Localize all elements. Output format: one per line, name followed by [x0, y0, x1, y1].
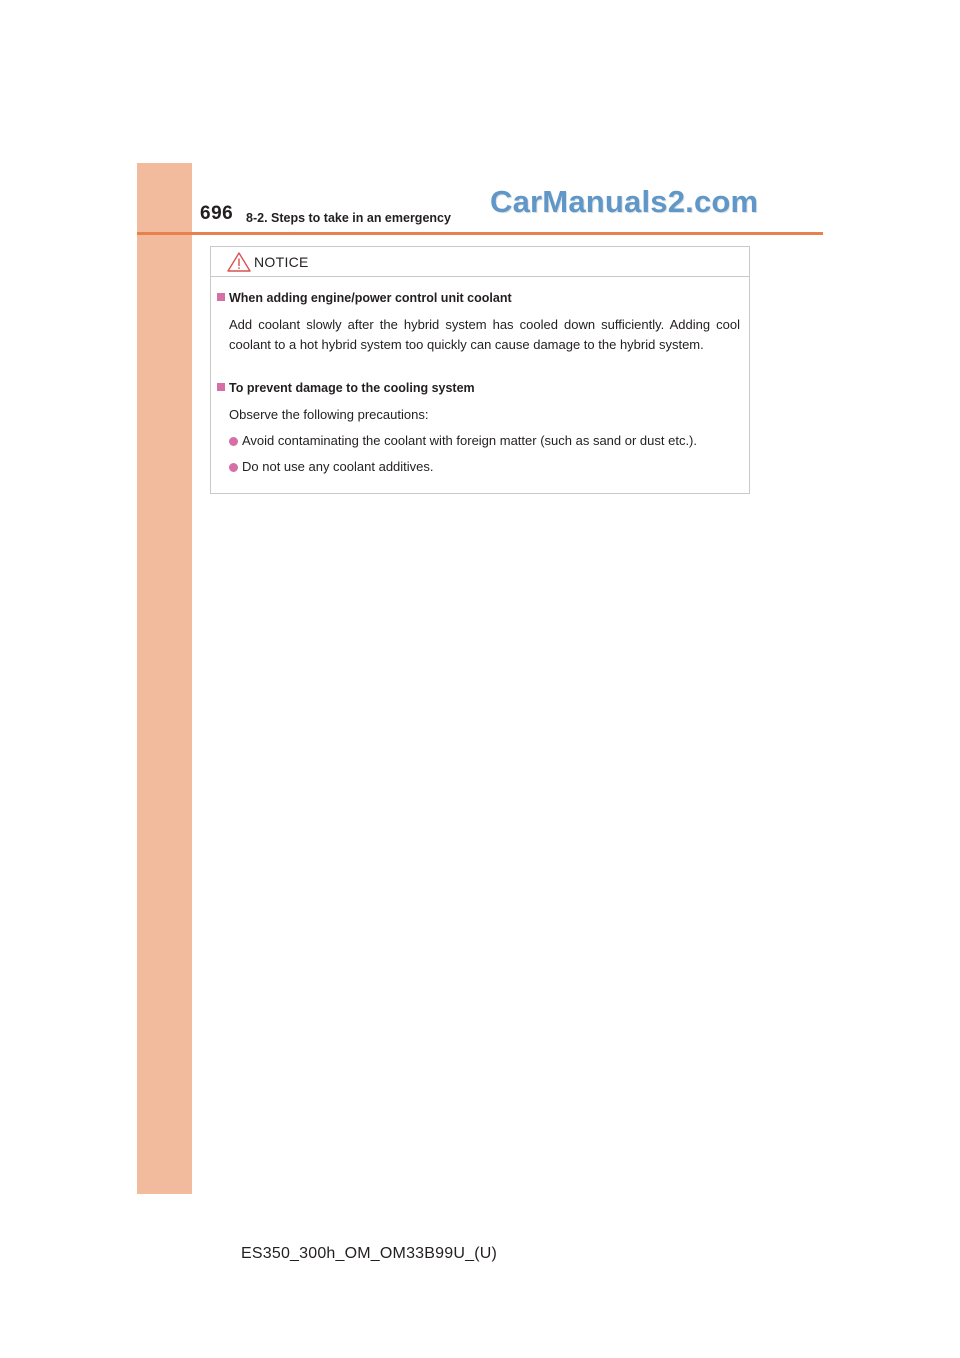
section-title: 8-2. Steps to take in an emergency: [246, 211, 451, 225]
item-body-cooling-system: Observe the following precautions:: [229, 407, 429, 422]
item-heading-cooling-system: [217, 381, 475, 395]
warning-triangle-icon: [227, 252, 251, 272]
square-marker-icon: [217, 293, 225, 301]
footer-document-code: ES350_300h_OM_OM33B99U_(U): [241, 1245, 498, 1262]
square-marker-icon: [217, 383, 225, 391]
bullet-item: [229, 459, 434, 474]
item-heading-text: When adding engine/power control unit coolant: [229, 291, 512, 305]
bullet-dot-icon: [229, 437, 238, 446]
bullet-item: [229, 433, 697, 448]
page-number: 696: [200, 203, 234, 224]
item-body-coolant: Add coolant slowly after the hybrid system has cooled down sufficiently. Adding cool coolant to a hot hybrid system too quickly can cause damage to the hybrid system.: [229, 317, 740, 352]
watermark-logo: CarManuals2.com: [490, 184, 759, 219]
bullet-dot-icon: [229, 463, 238, 472]
notice-box: [210, 246, 750, 494]
item-heading-text: To prevent damage to the cooling system: [229, 381, 475, 395]
notice-title: NOTICE: [254, 254, 309, 270]
bullet-text: Do not use any coolant additives.: [242, 459, 434, 474]
header-rule: [137, 232, 823, 235]
notice-header: [211, 247, 749, 277]
bullet-text: Avoid contaminating the coolant with foreign matter (such as sand or dust etc.).: [242, 433, 697, 448]
item-heading-coolant: [217, 291, 512, 305]
side-tab-band: [137, 163, 192, 1194]
